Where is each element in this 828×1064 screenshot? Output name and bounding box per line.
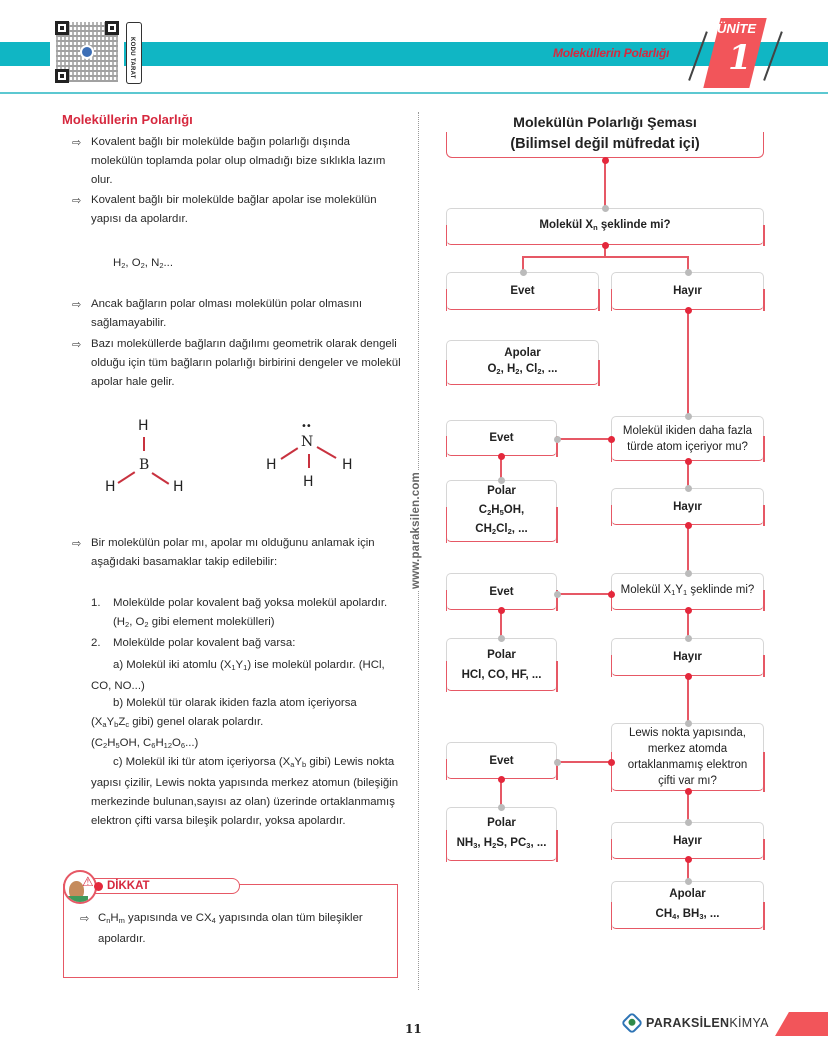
atom-h: H xyxy=(138,418,149,434)
connector-dot xyxy=(498,804,505,811)
bond xyxy=(143,437,145,451)
scan-code-badge xyxy=(126,22,142,84)
node-label: Hayır xyxy=(673,500,702,513)
bond xyxy=(151,472,169,485)
connector xyxy=(687,610,689,638)
connector-dot xyxy=(685,788,692,795)
note-part: gibi element molekülleri) xyxy=(148,616,275,628)
connector xyxy=(500,610,502,638)
note-part: (H xyxy=(113,616,126,628)
step-2c: c) Molekül iki tür atom içeriyorsa ($X_aY_b$ gibi) Lewis nokta yapısı çizilir, Lewis nokta yapısında merkez atomun (bileşiğin merkezinde bulunan,sayısı az olan) üzerinde ortaklanmamış elektron çifti varsa bileşik polardır, yoksa apolardır. xyxy=(91,756,399,827)
atom-h: H xyxy=(342,457,353,473)
warning-sign-icon: ⚠ xyxy=(82,874,94,889)
header-band xyxy=(0,42,828,66)
node-examples: HCl, CO, HF, ... xyxy=(461,668,542,681)
answer-no-node xyxy=(611,638,764,676)
step-note: ($H_2$, $O_2$ gibi element molekülleri) xyxy=(113,616,275,629)
bullet-text: Kovalent bağlı bir molekülde bağlar apolar ise molekülün yapısı da apolardır. xyxy=(91,194,377,225)
arrow-bullet-icon: ⇨ xyxy=(72,137,82,149)
result-apolar-node xyxy=(446,340,599,385)
bond xyxy=(317,446,337,459)
connector xyxy=(687,676,689,723)
brand-light: KİMYA xyxy=(729,1016,769,1030)
connector-dot xyxy=(602,242,609,249)
connector xyxy=(687,310,689,424)
connector-dot xyxy=(498,607,505,614)
step-text: Molekülde polar kovalent bağ varsa: xyxy=(113,637,296,649)
connector xyxy=(557,438,611,440)
connector-dot xyxy=(498,477,505,484)
scan-code-label: KODU TARAT xyxy=(129,37,135,79)
answer-yes-node xyxy=(446,573,557,610)
question-text: Molekül ikiden daha fazla türde atom içeriyor mu? xyxy=(622,424,753,453)
connector-dot xyxy=(685,720,692,727)
connector-dot xyxy=(685,878,692,885)
bullet-text: Ancak bağların polar olması molekülün polar olmasını sağlamayabilir. xyxy=(91,298,362,329)
node-label: Evet xyxy=(489,432,514,444)
connector xyxy=(604,160,606,208)
connector xyxy=(557,593,611,595)
connector xyxy=(687,525,689,573)
question-node-xn xyxy=(446,208,764,245)
node-label: Evet xyxy=(489,585,514,598)
connector-dot xyxy=(685,269,692,276)
answer-no-node xyxy=(611,272,764,310)
step-text: Molekülde polar kovalent bağ yoksa molekül apolardır. xyxy=(113,597,388,609)
connector-dot xyxy=(685,673,692,680)
node-label: Polar xyxy=(487,648,516,661)
brand-bold: PARAKSİLEN xyxy=(646,1016,730,1030)
flowchart-subtitle: (Bilimsel değil müfredat içi) xyxy=(510,136,700,152)
qr-finder-icon xyxy=(55,69,69,83)
text-part: yapısında olan tüm bileşikler apolardır. xyxy=(98,912,363,945)
connector-dot xyxy=(608,591,615,598)
node-label: Apolar xyxy=(504,347,541,359)
result-polar-node xyxy=(446,638,557,691)
node-label: Evet xyxy=(510,285,535,297)
result-polar-node xyxy=(446,807,557,861)
connector-dot xyxy=(520,269,527,276)
node-label: Polar xyxy=(487,484,516,497)
answer-yes-node xyxy=(446,272,599,310)
arrow-bullet-icon: ⇨ xyxy=(72,538,82,550)
step-number: 2. xyxy=(91,637,101,649)
connector-dot xyxy=(685,607,692,614)
note-part: , O xyxy=(129,616,145,628)
header-section-title: Moleküllerin Polarlığı xyxy=(553,46,670,60)
qr-logo-icon xyxy=(80,45,94,59)
text-part: a) Molekül iki atomlu (X xyxy=(113,659,232,671)
connector-dot xyxy=(685,307,692,314)
node-label: Apolar xyxy=(669,887,706,900)
step-2b: b) Molekül tür olarak ikiden fazla atom içeriyorsa ($X_aY_bZ_c$ gibi) genel olarak polardır. ($C_2H_5OH$, $C_6H_{12}O_6$...) xyxy=(91,697,357,750)
connector-dot xyxy=(685,570,692,577)
qr-finder-icon xyxy=(55,21,69,35)
atom-h: H xyxy=(266,457,277,473)
atom-h: H xyxy=(105,479,116,495)
warning-label: DİKKAT xyxy=(107,880,150,892)
example-formula: $H_2$, $O_2$, $N_2$... xyxy=(113,257,174,270)
result-apolar-node xyxy=(611,881,764,929)
red-dot-icon xyxy=(94,882,103,891)
bond xyxy=(117,471,135,484)
node-label: Hayır xyxy=(673,834,702,847)
answer-no-node xyxy=(611,488,764,525)
atom-h: H xyxy=(173,479,184,495)
question-text: Molekül $X_1Y_1$ şeklinde mi? xyxy=(620,584,755,597)
lone-pair-icon: •• xyxy=(301,421,311,432)
header-divider xyxy=(0,92,828,94)
connector-dot xyxy=(685,458,692,465)
connector-dot xyxy=(685,522,692,529)
connector xyxy=(500,779,502,807)
website-watermark[interactable]: www.paraksilen.com xyxy=(410,472,422,589)
node-examples: $CH_4$, $BH_3$, ... xyxy=(655,907,720,921)
node-examples: $NH_3$, $H_2S$, $PC_3$, ... xyxy=(456,836,547,850)
connector xyxy=(557,761,611,763)
connector xyxy=(687,791,689,822)
answer-no-node xyxy=(611,822,764,859)
text-part: ) ise molekül polardır. (HCl, CO, NO...) xyxy=(91,659,385,692)
arrow-bullet-icon: ⇨ xyxy=(72,339,82,351)
arrow-bullet-icon: ⇨ xyxy=(72,299,82,311)
unit-badge-label: ÜNİTE xyxy=(717,21,756,36)
bullet-text: Bazı moleküllerde bağların dağılımı geometrik olarak dengeli olduğu için tüm bağların polarlığı birbirini dengeler ve molekül apolar hale gelir. xyxy=(91,338,401,388)
question-node-lone-pair xyxy=(611,723,764,791)
node-label: Polar xyxy=(487,816,516,829)
connector-dot xyxy=(608,436,615,443)
answer-yes-node xyxy=(446,420,557,456)
connector-dot xyxy=(498,635,505,642)
connector-dot xyxy=(685,413,692,420)
connector-dot xyxy=(602,157,609,164)
connector-dot xyxy=(685,485,692,492)
warning-character-icon xyxy=(63,870,97,904)
node-label: Hayır xyxy=(673,285,702,297)
step-number: 1. xyxy=(91,597,101,609)
flowchart-title: Molekülün Polarlığı Şeması xyxy=(513,115,697,131)
text-part: b) Molekül tür olarak ikiden fazla atom içeriyorsa xyxy=(113,697,357,709)
connector-dot xyxy=(685,819,692,826)
connector-dot xyxy=(685,856,692,863)
connector xyxy=(522,256,688,258)
node-examples: $CH_2Cl_2$, ... xyxy=(475,522,528,536)
atom-n: N xyxy=(301,434,314,450)
step-2a: a) Molekül iki atomlu $(X_1Y_1)$ ise molekül polardır. (HCl, CO, NO...) xyxy=(91,659,385,692)
brand-name xyxy=(646,1016,769,1030)
connector-dot xyxy=(554,591,561,598)
section-title: Moleküllerin Polarlığı xyxy=(62,112,193,127)
bond xyxy=(308,454,310,468)
page-number: 11 xyxy=(405,1022,422,1036)
node-label: Evet xyxy=(489,754,514,767)
warning-header xyxy=(80,878,240,894)
connector-dot xyxy=(498,776,505,783)
text-part: Molekül X xyxy=(539,219,594,231)
text-part: şeklinde mi? xyxy=(687,584,755,596)
bullet-text: Bir molekülün polar mı, apolar mı olduğunu anlamak için aşağıdaki basamaklar takip edilebilir: xyxy=(91,537,375,568)
connector-dot xyxy=(554,436,561,443)
bond xyxy=(280,447,298,460)
brand-logo-icon xyxy=(621,1012,644,1035)
question-text: Molekül $X_n$ şeklinde mi? xyxy=(539,219,671,232)
footer-accent-bar xyxy=(775,1012,828,1036)
qr-finder-icon xyxy=(105,21,119,35)
qr-code[interactable] xyxy=(50,17,124,87)
text-part: gibi) Lewis nokta yapısı çizilir, Lewis nokta yapısında merkez atomun (bileşiğin merkezinde bulunan,sayısı az olan) üzerinde ortaklanmamış elektron çifti varsa bileşik polardır, yoksa apolardır. xyxy=(91,756,399,827)
result-polar-node xyxy=(446,480,557,542)
connector-dot xyxy=(602,205,609,212)
node-examples: $C_2H_5OH$, xyxy=(478,503,525,517)
answer-yes-node xyxy=(446,742,557,779)
warning-text: $C_nH_m$ yapısında ve $CX_4$ yapısında olan tüm bileşikler apolardır. xyxy=(98,912,363,945)
atom-b: B xyxy=(139,457,150,473)
text-part: c) Molekül iki tür atom içeriyorsa (X xyxy=(113,756,291,768)
text-part: gibi) genel olarak polardır. xyxy=(129,716,264,728)
text-part: Molekül X xyxy=(620,584,672,596)
connector xyxy=(687,461,689,488)
connector-dot xyxy=(685,635,692,642)
connector-dot xyxy=(608,759,615,766)
atom-h: H xyxy=(303,474,314,490)
unit-badge-number: 1 xyxy=(728,38,752,78)
question-node-types xyxy=(611,416,764,461)
node-examples: $O_2$, $H_2$, $Cl_2$, ... xyxy=(487,363,558,376)
text-part: şeklinde mi? xyxy=(597,219,671,231)
node-label: Hayır xyxy=(673,651,702,663)
bullet-text: Kovalent bağlı bir molekülde bağın polarlığı dışında molekülün toplamda polar olup olmadığı bize sıklıkla lazım olur. xyxy=(91,136,386,186)
connector-dot xyxy=(498,453,505,460)
arrow-bullet-icon: ⇨ xyxy=(80,913,90,925)
connector-dot xyxy=(554,759,561,766)
question-node-x1y1 xyxy=(611,573,764,610)
arrow-bullet-icon: ⇨ xyxy=(72,195,82,207)
question-text: Lewis nokta yapısında, merkez atomda ortaklanmamış elektron çifti var mı? xyxy=(627,727,748,787)
